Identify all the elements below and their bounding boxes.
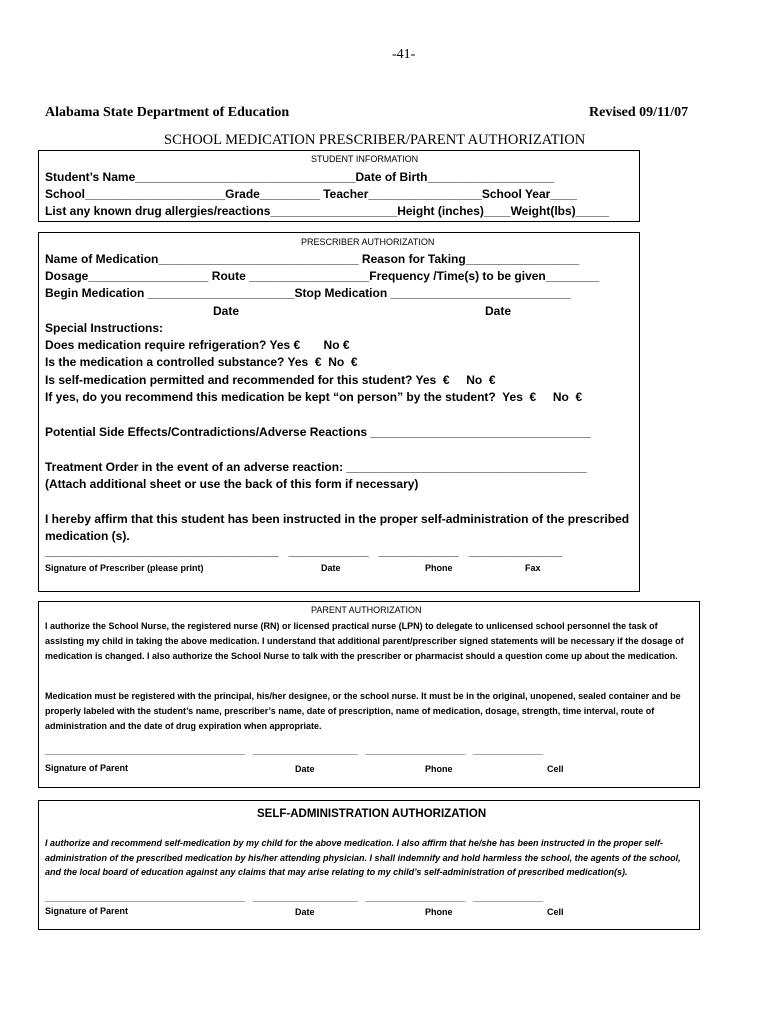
self-admin-signature-lines[interactable]: ________________________________________ _____________________ ____________________ ______________ [45, 893, 544, 903]
begin-date-label: Date [213, 304, 240, 318]
self-admin-phone-label: Phone [425, 907, 453, 917]
parent-authorization-paragraph: I authorize the School Nurse, the registered nurse (RN) or licensed practical nurse (LPN) to delegate to unlicensed school personnel the task of assisting my child in taking the above medication. I understand that additional parent/prescriber signed statements will be necessary if the dosage of medication is changed. I also authorize the School Nurse to talk with the prescriber or pharmacist should a question come up about the medication. [45, 621, 684, 661]
affirm-statement-line2: medication (s). [45, 529, 130, 543]
parent-authorization-section [38, 601, 700, 788]
allergies-height-weight-line[interactable]: List any known drug allergies/reactions___________________Height (inches)____Weight(lbs)_____ [45, 204, 610, 218]
affirm-statement-line1: I hereby affirm that this student has been instructed in the proper self-administration of the prescribed [45, 512, 630, 526]
self-administration-section [38, 800, 700, 930]
parent-cell-label: Cell [547, 764, 564, 774]
stop-date-label: Date [485, 304, 512, 318]
controlled-substance-question[interactable]: Is the medication a controlled substance? Yes € No € [45, 355, 358, 369]
dosage-route-frequency-line[interactable]: Dosage__________________ Route __________________Frequency /Time(s) to be given________ [45, 269, 600, 283]
form-title: SCHOOL MEDICATION PRESCRIBER/PARENT AUTHORIZATION [164, 132, 586, 148]
prescriber-section-heading: PRESCRIBER AUTHORIZATION [301, 237, 435, 247]
page-number: -41- [392, 47, 416, 62]
agency-name: Alabama State Department of Education [45, 105, 290, 120]
parent-section-heading: PARENT AUTHORIZATION [311, 605, 422, 615]
prescriber-date-label: Date [321, 563, 341, 573]
school-grade-teacher-line[interactable]: School_____________________Grade_________ Teacher_________________School Year____ [45, 187, 577, 201]
special-instructions-label: Special Instructions: [45, 321, 164, 335]
registration-requirements-paragraph: Medication must be registered with the principal, his/her designee, or the school nurse. It must be in the original, unopened, sealed container and be properly labeled with the student’s name, prescriber’s name, date of prescription, name of medication, dosage, strength, time interval, route of administration and the date of drug expiration when appropriate. [45, 691, 681, 731]
prescriber-fax-label: Fax [525, 563, 541, 573]
self-admin-date-label: Date [295, 907, 315, 917]
side-effects-line[interactable]: Potential Side Effects/Contradictions/Adverse Reactions _________________________________ [45, 425, 591, 439]
student-information-section [38, 150, 640, 222]
prescriber-signature-label: Signature of Prescriber (please print) [45, 563, 204, 573]
prescriber-phone-label: Phone [425, 563, 453, 573]
parent-phone-label: Phone [425, 764, 453, 774]
student-section-heading: STUDENT INFORMATION [311, 154, 419, 164]
self-admin-paragraph: I authorize and recommend self-medication by my child for the above medication. I also affirm that he/she has been instructed in the proper self-administration of the prescribed medication by his/her attending physician. I shall indemnify and hold harmless the school, the agents of the school, and the local board of education against any claims that may arise relating to my child’s self-administration of prescribed medication(s). [45, 838, 681, 877]
revision-date: Revised 09/11/07 [589, 105, 689, 120]
self-admin-signature-label: Signature of Parent [45, 906, 129, 916]
begin-stop-medication-line[interactable]: Begin Medication ______________________Stop Medication ___________________________ [45, 286, 571, 300]
student-name-dob-line[interactable]: Student’s Name_________________________________Date of Birth___________________ [45, 170, 555, 184]
parent-signature-lines[interactable]: ________________________________________ _____________________ ____________________ ______________ [45, 746, 544, 756]
self-medication-question[interactable]: Is self-medication permitted and recommended for this student? Yes € No € [45, 373, 496, 387]
parent-date-label: Date [295, 764, 315, 774]
self-admin-cell-label: Cell [547, 907, 564, 917]
refrigeration-question[interactable]: Does medication require refrigeration? Yes € No € [45, 338, 350, 352]
prescriber-authorization-section [38, 232, 640, 592]
self-admin-heading: SELF-ADMINISTRATION AUTHORIZATION [257, 808, 487, 820]
prescriber-signature-lines[interactable]: ___________________________________ ____________ ____________ ______________ [45, 544, 563, 558]
parent-signature-label: Signature of Parent [45, 763, 129, 773]
on-person-question[interactable]: If yes, do you recommend this medication be kept “on person” by the student? Yes € No € [45, 390, 583, 404]
attach-sheet-note: (Attach additional sheet or use the back of this form if necessary) [45, 477, 419, 491]
treatment-order-line[interactable]: Treatment Order in the event of an adverse reaction: ____________________________________ [45, 460, 587, 474]
medication-reason-line[interactable]: Name of Medication______________________________ Reason for Taking_________________ [45, 252, 580, 266]
